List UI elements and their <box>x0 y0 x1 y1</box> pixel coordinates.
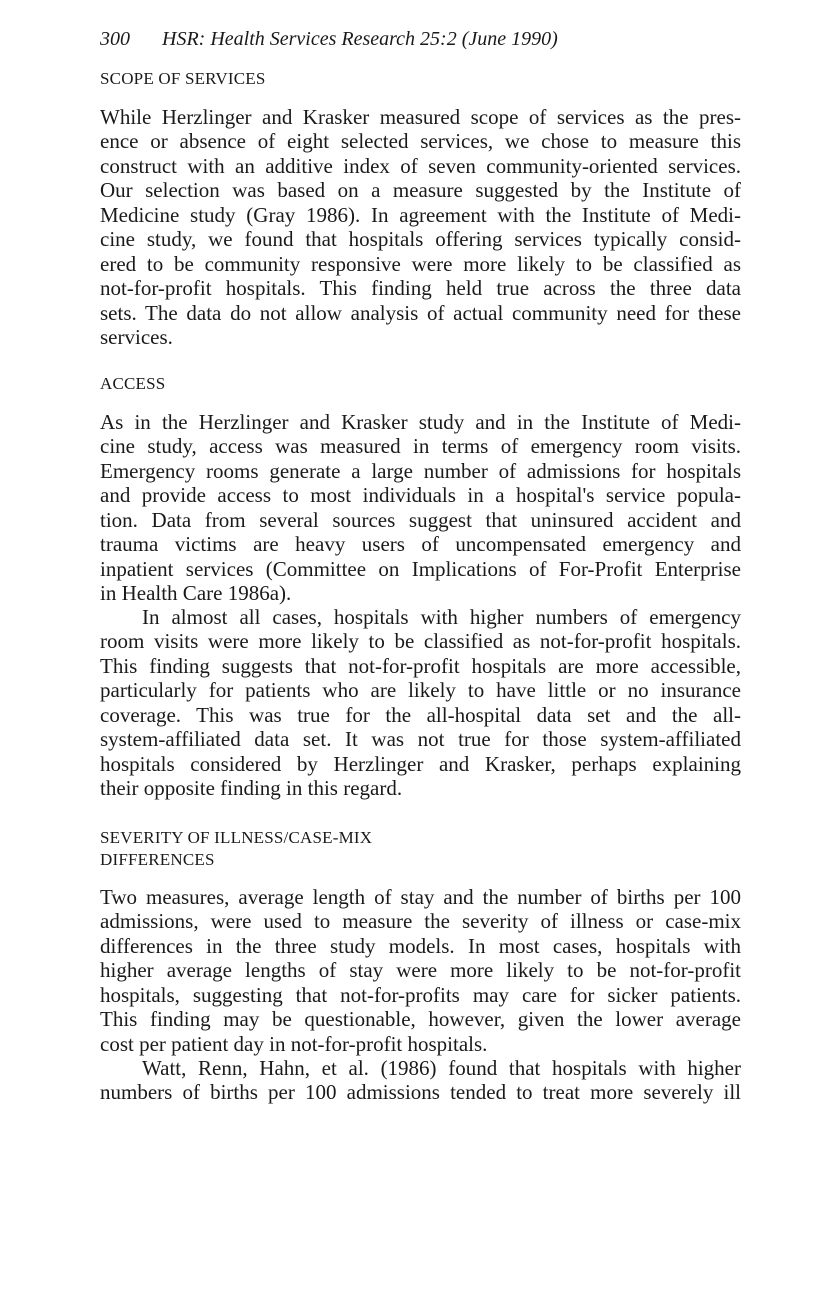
text-line: Emergency rooms generate a large number of admissions for hospitals <box>100 458 741 483</box>
text-line: hospitals considered by Herzlinger and Krasker, perhaps explaining <box>100 751 741 776</box>
text-line: tion. Data from several sources suggest that uninsured accident and <box>100 507 741 532</box>
text-line: In almost all cases, hospitals with higher numbers of emergency <box>142 605 741 629</box>
text-line: This finding suggests that not-for-profit hospitals are more accessible, <box>100 653 741 678</box>
section-heading-line: ACCESS <box>100 374 166 393</box>
text-line: ered to be community responsive were more likely to be classified as <box>100 251 741 276</box>
paragraph <box>100 1056 741 1105</box>
text-line: room visits were more likely to be classified as not-for-profit hospitals. <box>100 629 741 654</box>
text-line: sets. The data do not allow analysis of actual community need for these <box>100 300 741 325</box>
text-line: coverage. This was true for the all-hospital data set and the all- <box>100 702 741 727</box>
section-heading-line: DIFFERENCES <box>100 850 215 869</box>
section-heading <box>100 68 265 90</box>
text-line: This finding may be questionable, however, given the lower average <box>100 1007 741 1032</box>
paragraph <box>100 410 741 606</box>
text-line: system-affiliated data set. It was not true for those system-affiliated <box>100 727 741 752</box>
text-line: services. <box>100 324 173 349</box>
text-line: cine study, we found that hospitals offering services typically consid- <box>100 227 741 252</box>
text-line: in Health Care 1986a). <box>100 581 292 606</box>
paragraph <box>100 885 741 1056</box>
text-line: their opposite finding in this regard. <box>100 776 403 801</box>
text-line: construct with an additive index of seven community-oriented services. <box>100 153 741 178</box>
text-line: ence or absence of eight selected services, we chose to measure this <box>100 129 741 154</box>
text-line: While Herzlinger and Krasker measured scope of services as the pres- <box>100 105 741 129</box>
text-line: As in the Herzlinger and Krasker study and in the Institute of Medi- <box>100 410 741 434</box>
text-line: cine study, access was measured in terms of emergency room visits. <box>100 434 741 459</box>
section-heading-line: SCOPE OF SERVICES <box>100 69 266 88</box>
text-line: numbers of births per 100 admissions tended to treat more severely ill <box>100 1080 741 1105</box>
section-heading <box>100 827 372 871</box>
text-line: hospitals, suggesting that not-for-profits may care for sicker patients. <box>100 982 741 1007</box>
text-line: admissions, were used to measure the severity of illness or case-mix <box>100 909 741 934</box>
section-heading <box>100 373 165 395</box>
paragraph <box>100 605 741 801</box>
journal-citation: HSR: Health Services Research 25:2 (June 1990) <box>162 28 558 50</box>
running-header <box>100 28 558 51</box>
text-line: trauma victims are heavy users of uncompensated emergency and <box>100 532 741 557</box>
text-line: higher average lengths of stay were more likely to be not-for-profit <box>100 958 741 983</box>
text-line: not-for-profit hospitals. This finding held true across the three data <box>100 276 741 301</box>
text-line: Our selection was based on a measure suggested by the Institute of <box>100 178 741 203</box>
text-line: Watt, Renn, Hahn, et al. (1986) found that hospitals with higher <box>142 1056 741 1080</box>
paragraph <box>100 105 741 349</box>
section-heading-line: SEVERITY OF ILLNESS/CASE-MIX <box>100 828 373 847</box>
page-number: 300 <box>100 28 130 50</box>
text-line: particularly for patients who are likely to have little or no insurance <box>100 678 741 703</box>
text-line: and provide access to most individuals in a hospital's service popula- <box>100 483 741 508</box>
text-line: Two measures, average length of stay and the number of births per 100 <box>100 885 741 909</box>
text-line: cost per patient day in not-for-profit hospitals. <box>100 1031 488 1056</box>
text-line: inpatient services (Committee on Implications of For-Profit Enterprise <box>100 556 741 581</box>
text-line: differences in the three study models. In most cases, hospitals with <box>100 933 741 958</box>
text-line: Medicine study (Gray 1986). In agreement with the Institute of Medi- <box>100 202 741 227</box>
